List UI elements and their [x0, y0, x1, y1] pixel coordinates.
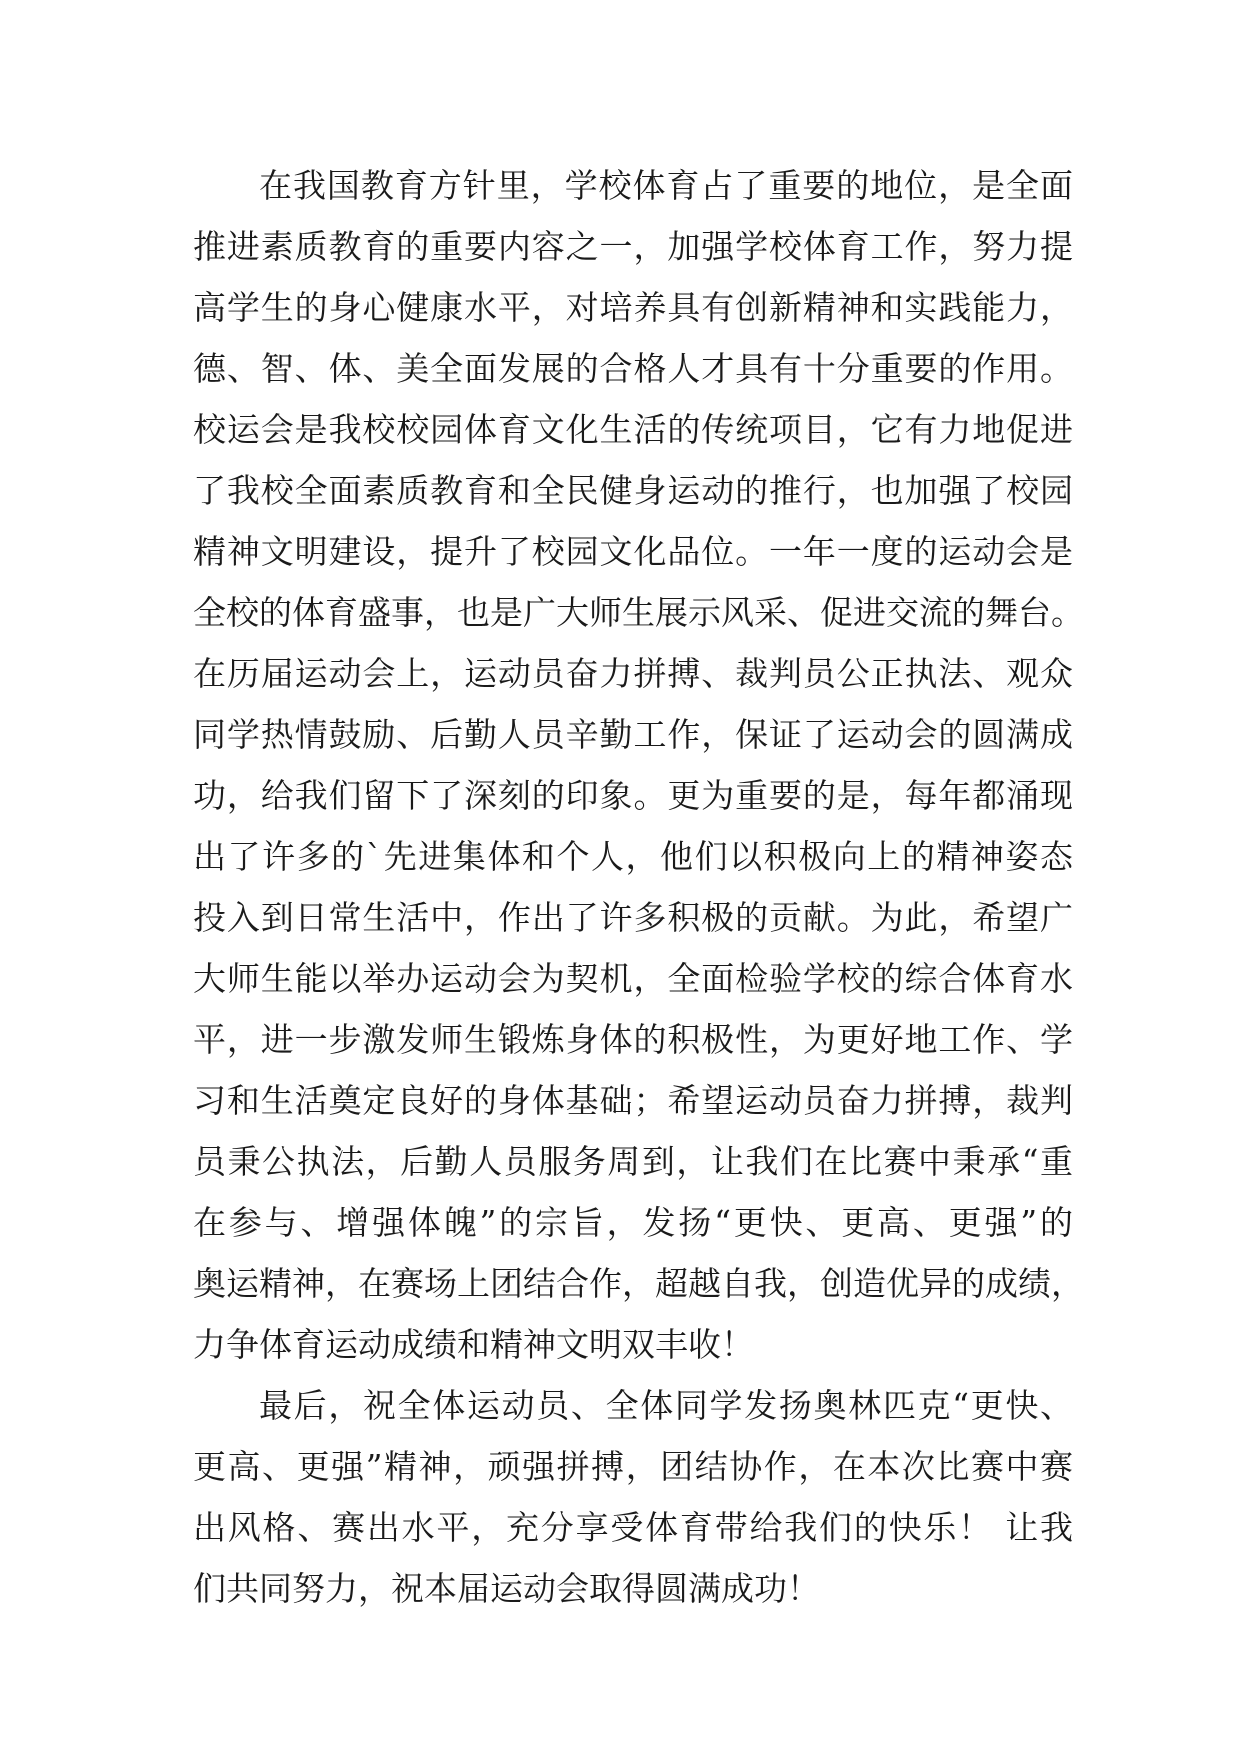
text-line: 校运会是我校校园体育文化生活的传统项目，它有力地促进	[193, 410, 1073, 449]
body-text	[193, 155, 1084, 1619]
text-line: 全校的体育盛事，也是广大师生展示风采、促进交流的舞台。	[193, 593, 1084, 632]
text-line: 了我校全面素质教育和全民健身运动的推行，也加强了校园	[193, 471, 1073, 510]
text-line: 推进素质教育的重要内容之一，加强学校体育工作，努力提	[193, 227, 1073, 266]
text-line: 功，给我们留下了深刻的印象。更为重要的是，每年都涌现	[193, 776, 1073, 815]
text-line: 同学热情鼓励、后勤人员辛勤工作，保证了运动会的圆满成	[193, 715, 1073, 754]
text-line: 出了许多的`先进集体和个人，他们以积极向上的精神姿态	[193, 837, 1073, 876]
text-line: 平，进一步激发师生锻炼身体的积极性，为更好地工作、学	[193, 1020, 1073, 1059]
text-line: 德、智、体、美全面发展的合格人才具有十分重要的作用。	[193, 349, 1073, 388]
text-line: 高学生的身心健康水平，对培养具有创新精神和实践能力，	[193, 288, 1073, 327]
text-line: 出风格、赛出水平，充分享受体育带给我们的快乐！ 让我	[193, 1508, 1073, 1547]
text-line: 在我国教育方针里，学校体育占了重要的地位，是全面	[259, 166, 1073, 205]
text-line: 力争体育运动成绩和精神文明双丰收！	[193, 1325, 754, 1364]
paragraph-1	[193, 155, 1084, 1375]
text-line: 最后，祝全体运动员、全体同学发扬奥林匹克“更快、	[259, 1386, 1073, 1425]
text-line: 在历届运动会上，运动员奋力拼搏、裁判员公正执法、观众	[193, 654, 1073, 693]
text-line: 投入到日常生活中，作出了许多积极的贡献。为此，希望广	[193, 898, 1073, 937]
text-line: 习和生活奠定良好的身体基础；希望运动员奋力拼搏，裁判	[193, 1081, 1073, 1120]
text-line: 奥运精神，在赛场上团结合作，超越自我，创造优异的成绩，	[193, 1264, 1084, 1303]
text-line: 在参与、增强体魄”的宗旨，发扬“更快、更高、更强”的	[193, 1203, 1073, 1242]
text-line: 员秉公执法，后勤人员服务周到，让我们在比赛中秉承“重	[193, 1142, 1073, 1181]
text-line: 精神文明建设，提升了校园文化品位。一年一度的运动会是	[193, 532, 1073, 571]
text-line: 更高、更强”精神，顽强拼搏，团结协作，在本次比赛中赛	[193, 1447, 1073, 1486]
text-line: 大师生能以举办运动会为契机，全面检验学校的综合体育水	[193, 959, 1073, 998]
paragraph-2	[193, 1375, 1073, 1619]
text-line: 们共同努力，祝本届运动会取得圆满成功！	[193, 1569, 820, 1608]
